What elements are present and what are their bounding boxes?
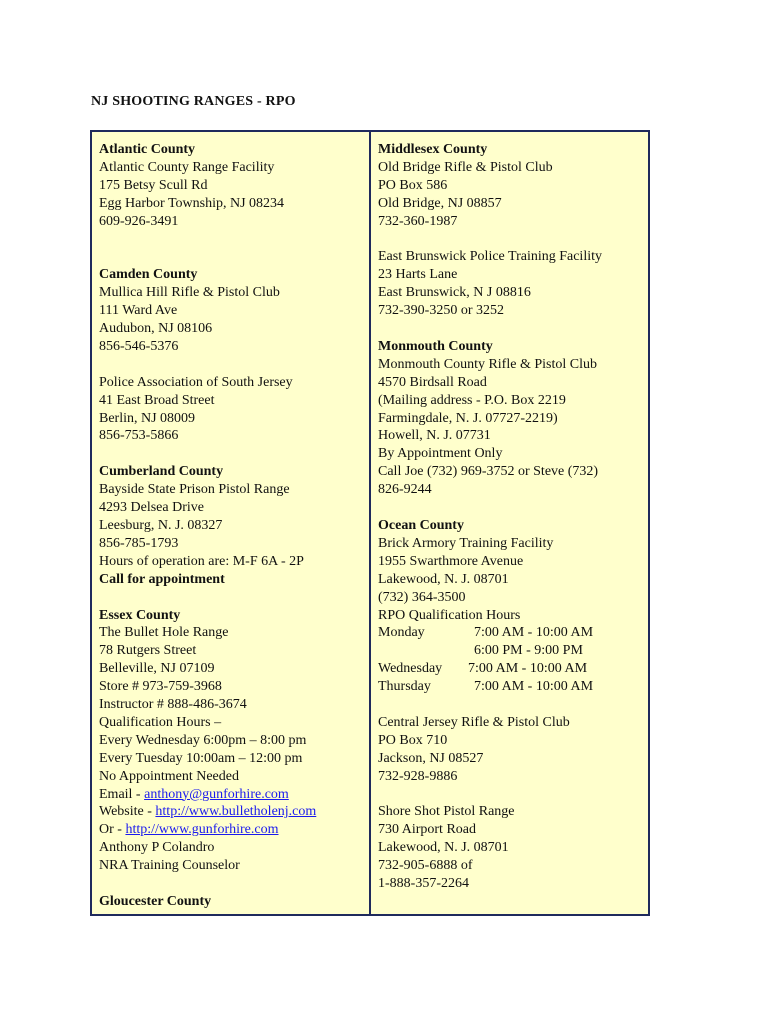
email-label: Email - — [99, 786, 145, 802]
range-city: Belleville, NJ 07109 — [99, 661, 215, 677]
county-heading-monmouth: Monmouth County — [378, 338, 493, 354]
range-phone: 732-390-3250 or 3252 — [378, 303, 504, 319]
range-city: Egg Harbor Township, NJ 08234 — [99, 195, 285, 211]
range-phone: 732-360-1987 — [378, 213, 458, 229]
range-name: East Brunswick Police Training Facility — [378, 249, 602, 265]
range-name: Atlantic County Range Facility — [99, 159, 275, 175]
range-phone: 856-546-5376 — [99, 338, 179, 354]
range-phone: 856-753-5866 — [99, 428, 179, 444]
range-city: East Brunswick, N J 08816 — [378, 285, 531, 301]
range-city: Audubon, NJ 08106 — [99, 321, 213, 337]
range-name: Monmouth County Rifle & Pistol Club — [378, 356, 597, 372]
essex-county-section — [99, 607, 369, 876]
county-heading-essex: Essex County — [99, 607, 181, 623]
gloucester-county-section — [99, 893, 369, 911]
schedule-day — [378, 642, 474, 660]
range-address: 41 East Broad Street — [99, 392, 215, 408]
range-name: Shore Shot Pistol Range — [378, 804, 515, 820]
range-address: 730 Airport Road — [378, 822, 476, 838]
range-name: Brick Armory Training Facility — [378, 535, 554, 551]
document-title: NJ SHOOTING RANGES - RPO — [91, 94, 296, 109]
range-name: Central Jersey Rifle & Pistol Club — [378, 714, 570, 730]
schedule-time: 6:00 PM - 9:00 PM — [474, 643, 583, 659]
county-heading-ocean: Ocean County — [378, 517, 464, 533]
range-phone: 732-905-6888 of — [378, 858, 473, 874]
email-line — [99, 786, 369, 804]
range-address: PO Box 710 — [378, 732, 448, 748]
contact-phones-cont: 826-9244 — [378, 482, 432, 498]
qualification-hours-label: Qualification Hours – — [99, 714, 222, 730]
atlantic-county-section — [99, 141, 369, 231]
range-address: 78 Rutgers Street — [99, 643, 197, 659]
cumberland-county-section — [99, 463, 369, 588]
tuesday-hours: Every Tuesday 10:00am – 12:00 pm — [99, 750, 303, 766]
range-name: Mullica Hill Rifle & Pistol Club — [99, 285, 280, 301]
monmouth-county-section — [378, 338, 648, 499]
range-city: Leesburg, N. J. 08327 — [99, 517, 223, 533]
wednesday-hours: Every Wednesday 6:00pm – 8:00 pm — [99, 732, 307, 748]
right-column — [371, 132, 648, 914]
schedule-day: Monday — [378, 625, 425, 641]
range-address: 111 Ward Ave — [99, 303, 178, 319]
range-phone-alt: 1-888-357-2264 — [378, 876, 469, 892]
schedule-row — [378, 642, 648, 660]
store-phone: Store # 973-759-3968 — [99, 679, 222, 695]
schedule-time: 7:00 AM - 10:00 AM — [474, 679, 594, 695]
range-phone: 609-926-3491 — [99, 213, 179, 229]
range-hours: Hours of operation are: M-F 6A - 2P — [99, 553, 304, 569]
camden-county-section — [99, 266, 369, 445]
appointment-note: Call for appointment — [99, 571, 225, 587]
left-column — [92, 132, 371, 914]
ranges-table — [90, 130, 650, 916]
schedule-time: 7:00 AM - 10:00 AM — [468, 661, 588, 677]
range-city: Old Bridge, NJ 08857 — [378, 195, 502, 211]
schedule-day: Thursday — [378, 679, 431, 695]
middlesex-county-section — [378, 141, 648, 320]
county-heading-cumberland: Cumberland County — [99, 464, 224, 480]
email-link[interactable]: anthony@gunforhire.com — [144, 786, 289, 802]
website-alt-line — [99, 821, 369, 839]
range-city: Howell, N. J. 07731 — [378, 428, 491, 444]
county-heading-middlesex: Middlesex County — [378, 142, 488, 157]
or-label: Or - — [99, 822, 126, 838]
website-alt-link[interactable]: http://www.gunforhire.com — [125, 822, 279, 838]
schedule-time: 7:00 AM - 10:00 AM — [474, 625, 594, 641]
range-name: Police Association of South Jersey — [99, 374, 293, 390]
range-phone: 856-785-1793 — [99, 535, 179, 551]
contact-name: Anthony P Colandro — [99, 840, 215, 856]
mailing-address-line1: (Mailing address - P.O. Box 2219 — [378, 392, 566, 408]
range-city: Lakewood, N. J. 08701 — [378, 571, 509, 587]
schedule-row — [378, 624, 648, 642]
county-heading-camden: Camden County — [99, 267, 198, 283]
appointment-note: By Appointment Only — [378, 446, 503, 462]
range-address: 4570 Birdsall Road — [378, 374, 487, 390]
range-address: 175 Betsy Scull Rd — [99, 177, 208, 193]
county-heading-atlantic: Atlantic County — [99, 142, 196, 157]
range-address: 4293 Delsea Drive — [99, 500, 204, 516]
range-city: Lakewood, N. J. 08701 — [378, 840, 509, 856]
mailing-address-line2: Farmingdale, N. J. 07727-2219) — [378, 410, 558, 426]
range-city: Berlin, NJ 08009 — [99, 410, 196, 426]
schedule-day: Wednesday — [378, 661, 443, 677]
instructor-phone: Instructor # 888-486-3674 — [99, 697, 247, 713]
schedule-row — [378, 660, 648, 678]
website-label: Website - — [99, 804, 156, 820]
schedule-row — [378, 678, 648, 696]
range-address: 23 Harts Lane — [378, 267, 458, 283]
range-name: The Bullet Hole Range — [99, 625, 229, 641]
no-appointment-note: No Appointment Needed — [99, 768, 239, 784]
range-name: Old Bridge Rifle & Pistol Club — [378, 159, 553, 175]
contact-title: NRA Training Counselor — [99, 858, 240, 874]
website-link[interactable]: http://www.bulletholenj.com — [155, 804, 317, 820]
range-city: Jackson, NJ 08527 — [378, 750, 484, 766]
range-name: Bayside State Prison Pistol Range — [99, 482, 290, 498]
range-address: PO Box 586 — [378, 177, 448, 193]
county-heading-gloucester: Gloucester County — [99, 893, 212, 909]
ocean-county-section — [378, 517, 648, 893]
range-address: 1955 Swarthmore Avenue — [378, 553, 524, 569]
website-line — [99, 803, 369, 821]
range-phone: (732) 364-3500 — [378, 589, 466, 605]
range-phone: 732-928-9886 — [378, 768, 458, 784]
contact-phones: Call Joe (732) 969-3752 or Steve (732) — [378, 464, 599, 480]
rpo-hours-label: RPO Qualification Hours — [378, 607, 521, 623]
